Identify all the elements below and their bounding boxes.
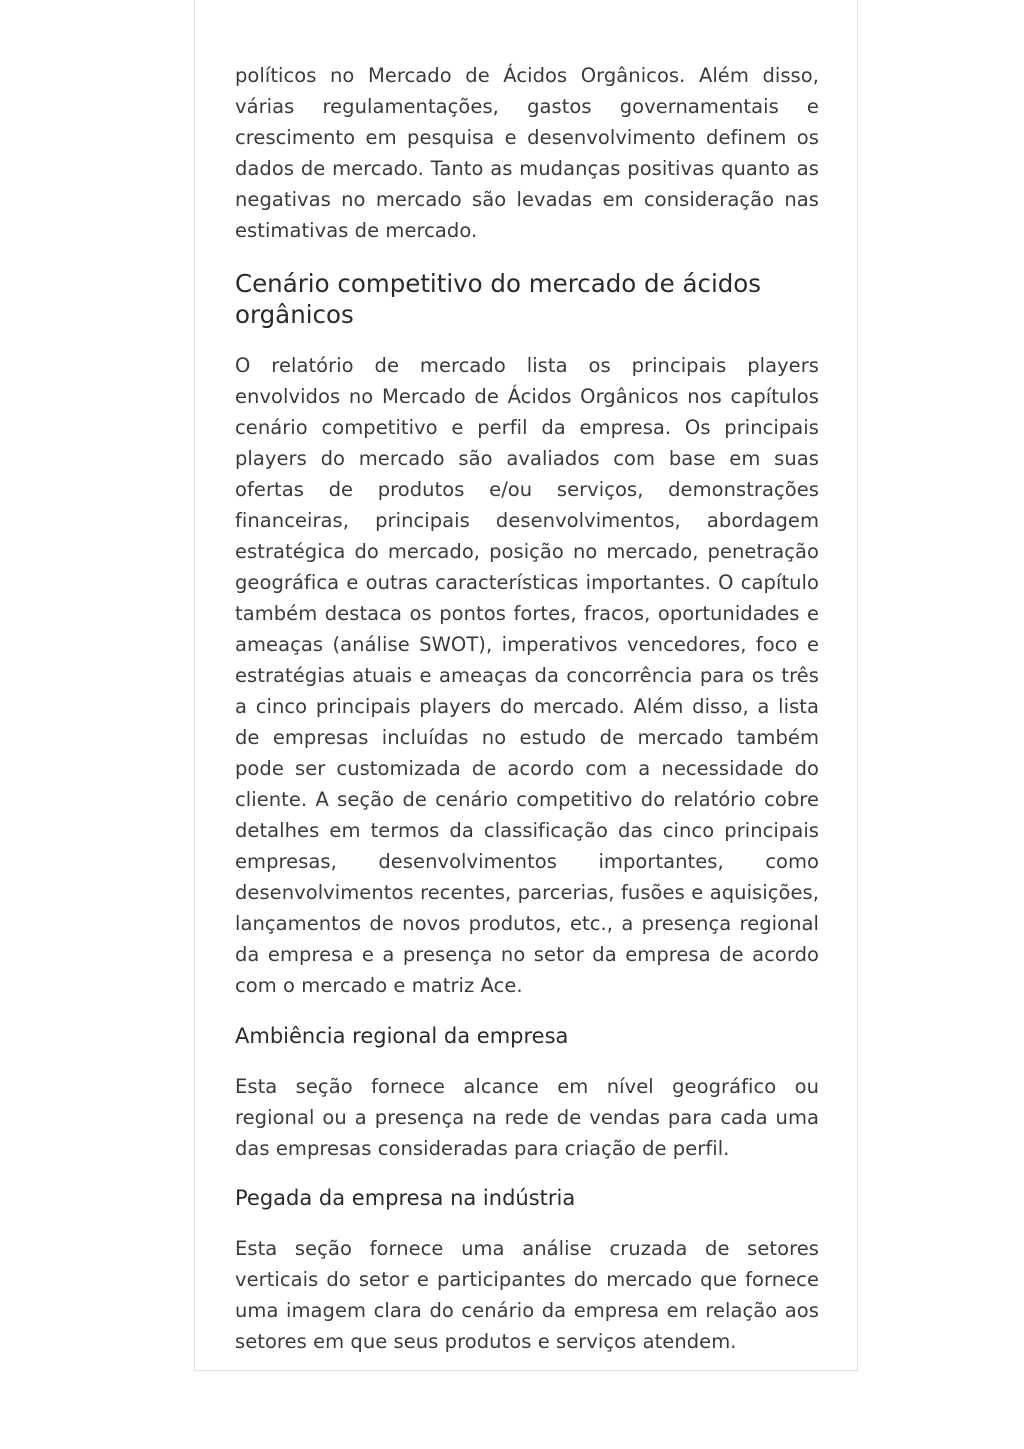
section-heading-competitive-landscape: Cenário competitivo do mercado de ácidos orgânicos [235,269,762,329]
section-paragraph-industry-footprint: Esta seção fornece uma análise cruzada de setores verticais do setor e participantes do mercado que fornece uma imagem clara do cenário da empresa em relação aos setores em que seus produtos e serviços atendem. [235,1237,819,1353]
article-content [235,60,819,1357]
section-heading-regional-presence: Ambiência regional da empresa [235,1024,569,1048]
section-heading-industry-footprint: Pegada da empresa na indústria [235,1186,576,1210]
article-card [194,0,858,1371]
section-paragraph-regional-presence: Esta seção fornece alcance em nível geográfico ou regional ou a presença na rede de vendas para cada uma das empresas consideradas para criação de perfil. [235,1075,819,1160]
section-paragraph-competitive-landscape: O relatório de mercado lista os principais players envolvidos no Mercado de Ácidos Orgânicos nos capítulos cenário competitivo e perfil da empresa. Os principais players do mercado são avaliados com base em suas ofertas de produtos e/ou serviços, demonstrações financeiras, principais desenvolvimentos, abordagem estratégica do mercado, posição no mercado, penetração geográfica e outras características importantes. O capítulo também destaca os pontos fortes, fracos, oportunidades e ameaças (análise SWOT), imperativos vencedores, foco e estratégias atuais e ameaças da concorrência para os três a cinco principais players do mercado. Além disso, a lista de empresas incluídas no estudo de mercado também pode ser customizada de acordo com a necessidade do cliente. A seção de cenário competitivo do relatório cobre detalhes em termos da classificação das cinco principais empresas, desenvolvimentos importantes, como desenvolvimentos recentes, parcerias, fusões e aquisições, lançamentos de novos produtos, etc., a presença regional da empresa e a presença no setor da empresa de acordo com o mercado e matriz Ace. [235,354,819,997]
intro-paragraph: políticos no Mercado de Ácidos Orgânicos. Além disso, várias regulamentações, gastos governamentais e crescimento em pesquisa e desenvolvimento definem os dados de mercado. Tanto as mudanças positivas quanto as negativas no mercado são levadas em consideração nas estimativas de mercado. [235,64,819,242]
